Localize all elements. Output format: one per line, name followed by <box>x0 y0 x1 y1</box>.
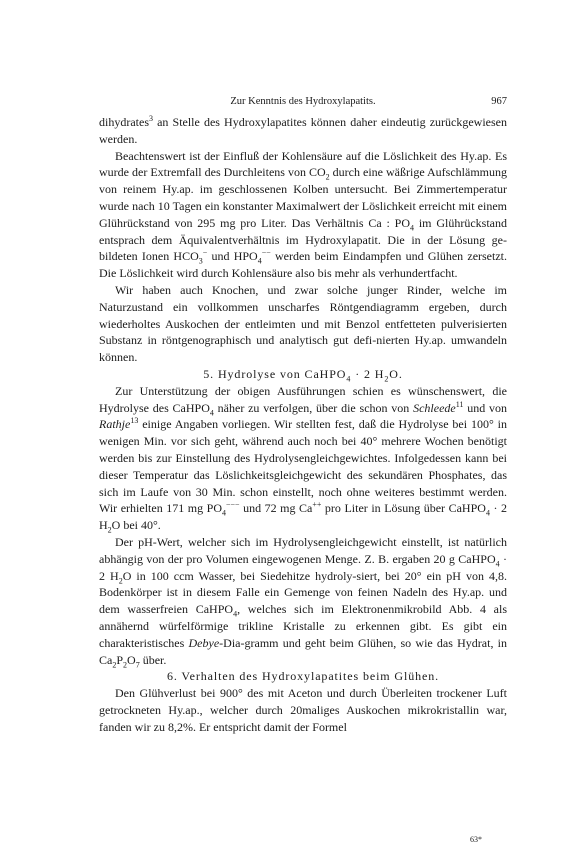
text-run: 4 <box>233 609 238 619</box>
text-run: Schleede <box>413 400 456 415</box>
text-run: 2 <box>384 374 390 384</box>
section-heading-6: 6. Verhalten des Hydroxylapatites beim Glühen. <box>166 669 440 684</box>
text-run: 2 <box>107 525 112 535</box>
section-heading-5: 5. Hydrolyse von CaHPO$_4$ · 2 $H_2O$. <box>203 366 403 384</box>
text-run: 2 <box>123 659 128 669</box>
text-run: 4 <box>346 374 352 384</box>
running-title: Zur Kenntnis des Hydroxylapatits. <box>230 96 376 107</box>
text-run: 4 <box>221 508 226 518</box>
text-run: 4 <box>410 223 415 233</box>
signature-mark: 63* <box>470 835 482 844</box>
paragraph: Den Glühverlust bei 900° des mit Aceton und durch Überleiten trockener Luft getrockneten Hy.ap., welcher durch 20maliges Auskochen mikrokristallin war, fanden wir zu 8,2%. Er entspricht damit der Formel <box>99 686 507 734</box>
text-run: 13 <box>130 416 139 426</box>
text-run: 11 <box>455 399 464 409</box>
text-run: 7 <box>135 659 140 669</box>
text-run: 3 <box>149 114 153 123</box>
text-run: 4 <box>485 508 490 518</box>
text-run: Debye <box>188 635 220 650</box>
paragraph: Der pH-Wert, welcher sich im Hydrolysengleichgewicht einstellt, ist natürlich abhängig von der pro Volumen eingewogenen Menge. Z. B. ergaben 20 g CaHPO$_4$ · 2 $H_2O$ in 100 ccm Wasser, bei Siedehitze hydroly-siert, bei 20° ein pH von 4,8. Bodenkörper ist in diesem Falle ein Gemenge von feinen Nadeln des Hy.ap. und dem wasserfreien CaHPO$_4$, welches sich im Elektronenmikrobild Abb. 4 als annähernd würfelförmige trikline Kristalle zu erkennen gibt. Es gibt ein charakteristisches Debye-Dia-gramm und geht beim Glühen, so wie das Hydrat, in $Ca_2P_2O_7$ über. <box>99 534 508 669</box>
page-number: 967 <box>491 96 507 107</box>
text-run: −− <box>261 248 271 258</box>
paragraph: Beachtenswert ist der Einfluß der Kohlensäure auf die Löslichkeit des Hy.ap. Es wurde der Extremfall des Durchleitens von $CO_2$ durch eine wäßrige Aufschlämmung von reinem Hy.ap. im geschlossenen Kolben untersucht. Bei Zimmertemperatur wurde nach 10 Tagen ein konstanter Maximalwert der Löslichkeit erreicht mit einem Glührückstand von 295 mg pro Liter. Das Verhältnis Ca : $PO_4$ im Glührückstand entsprach dem Äquivalentverhältnis im Hydroxylapatit. Die in der Lösung ge-bildeten Ionen $HCO_3^-$ und $HPO_4^{--}$ werden beim Eindampfen und Glühen zersetzt. Die Löslichkeit wird durch Kohlensäure also bis mehr als verhundertfacht. <box>99 148 508 281</box>
text-run: 4 <box>495 559 500 569</box>
text-run: 4 <box>257 256 262 266</box>
paragraph: dihydrates$^3$ an Stelle des Hydroxylapatites können daher eindeutig zurückgewiesen werden. <box>99 114 507 146</box>
body-text <box>99 114 507 735</box>
text-run: Rathje <box>99 417 131 432</box>
text-run: 2 <box>112 659 117 669</box>
text-run: 3 <box>198 256 203 266</box>
paragraph: Zur Unterstützung der obigen Ausführungen schien es wünschenswert, die Hydrolyse des CaHPO$_4$ näher zu verfolgen, über die schon von Schleede$^{11}$ und von Rathje$^{13}$ einige Angaben vorliegen. Wir stellten fest, daß die Hydrolyse bei 100° in wenigen Min. vor sich geht, während auch noch bei 40° mehrere Wochen benötigt werden bis zur Einstellung des Hydrolysengleichgewichtes. Infolgedessen kann bei dieser Temperatur das Löslichkeitsgleichgewicht des sekundären Phosphates, das sich im Laufe von 30 Min. schon einstellt, noch ohne weiteres bestimmt werden. Wir erhielten 171 mg $PO_4^{---}$ und 72 mg Ca++ pro Liter in Lösung über CaHPO$_4$ · 2 $H_2O$ bei 40°. <box>99 383 508 535</box>
text-run: − <box>202 248 208 258</box>
text-run: ++ <box>312 500 322 510</box>
running-header <box>99 96 507 110</box>
text-run: −−− <box>225 500 240 510</box>
paragraph: Wir haben auch Knochen, und zwar solche junger Rinder, welche im Naturzustand ein vollkommen unscharfes Röntgendiagramm ergeben, durch wiederholtes Auskochen der entleimten und mit Benzol entfetteten pulverisierten Substanz in röntgenographisch und analytisch gut defi-nierten Hy.ap. umwandeln können. <box>99 282 507 365</box>
text-run: 2 <box>325 172 330 182</box>
text-run: 4 <box>209 407 214 417</box>
text-run: 2 <box>118 575 123 585</box>
